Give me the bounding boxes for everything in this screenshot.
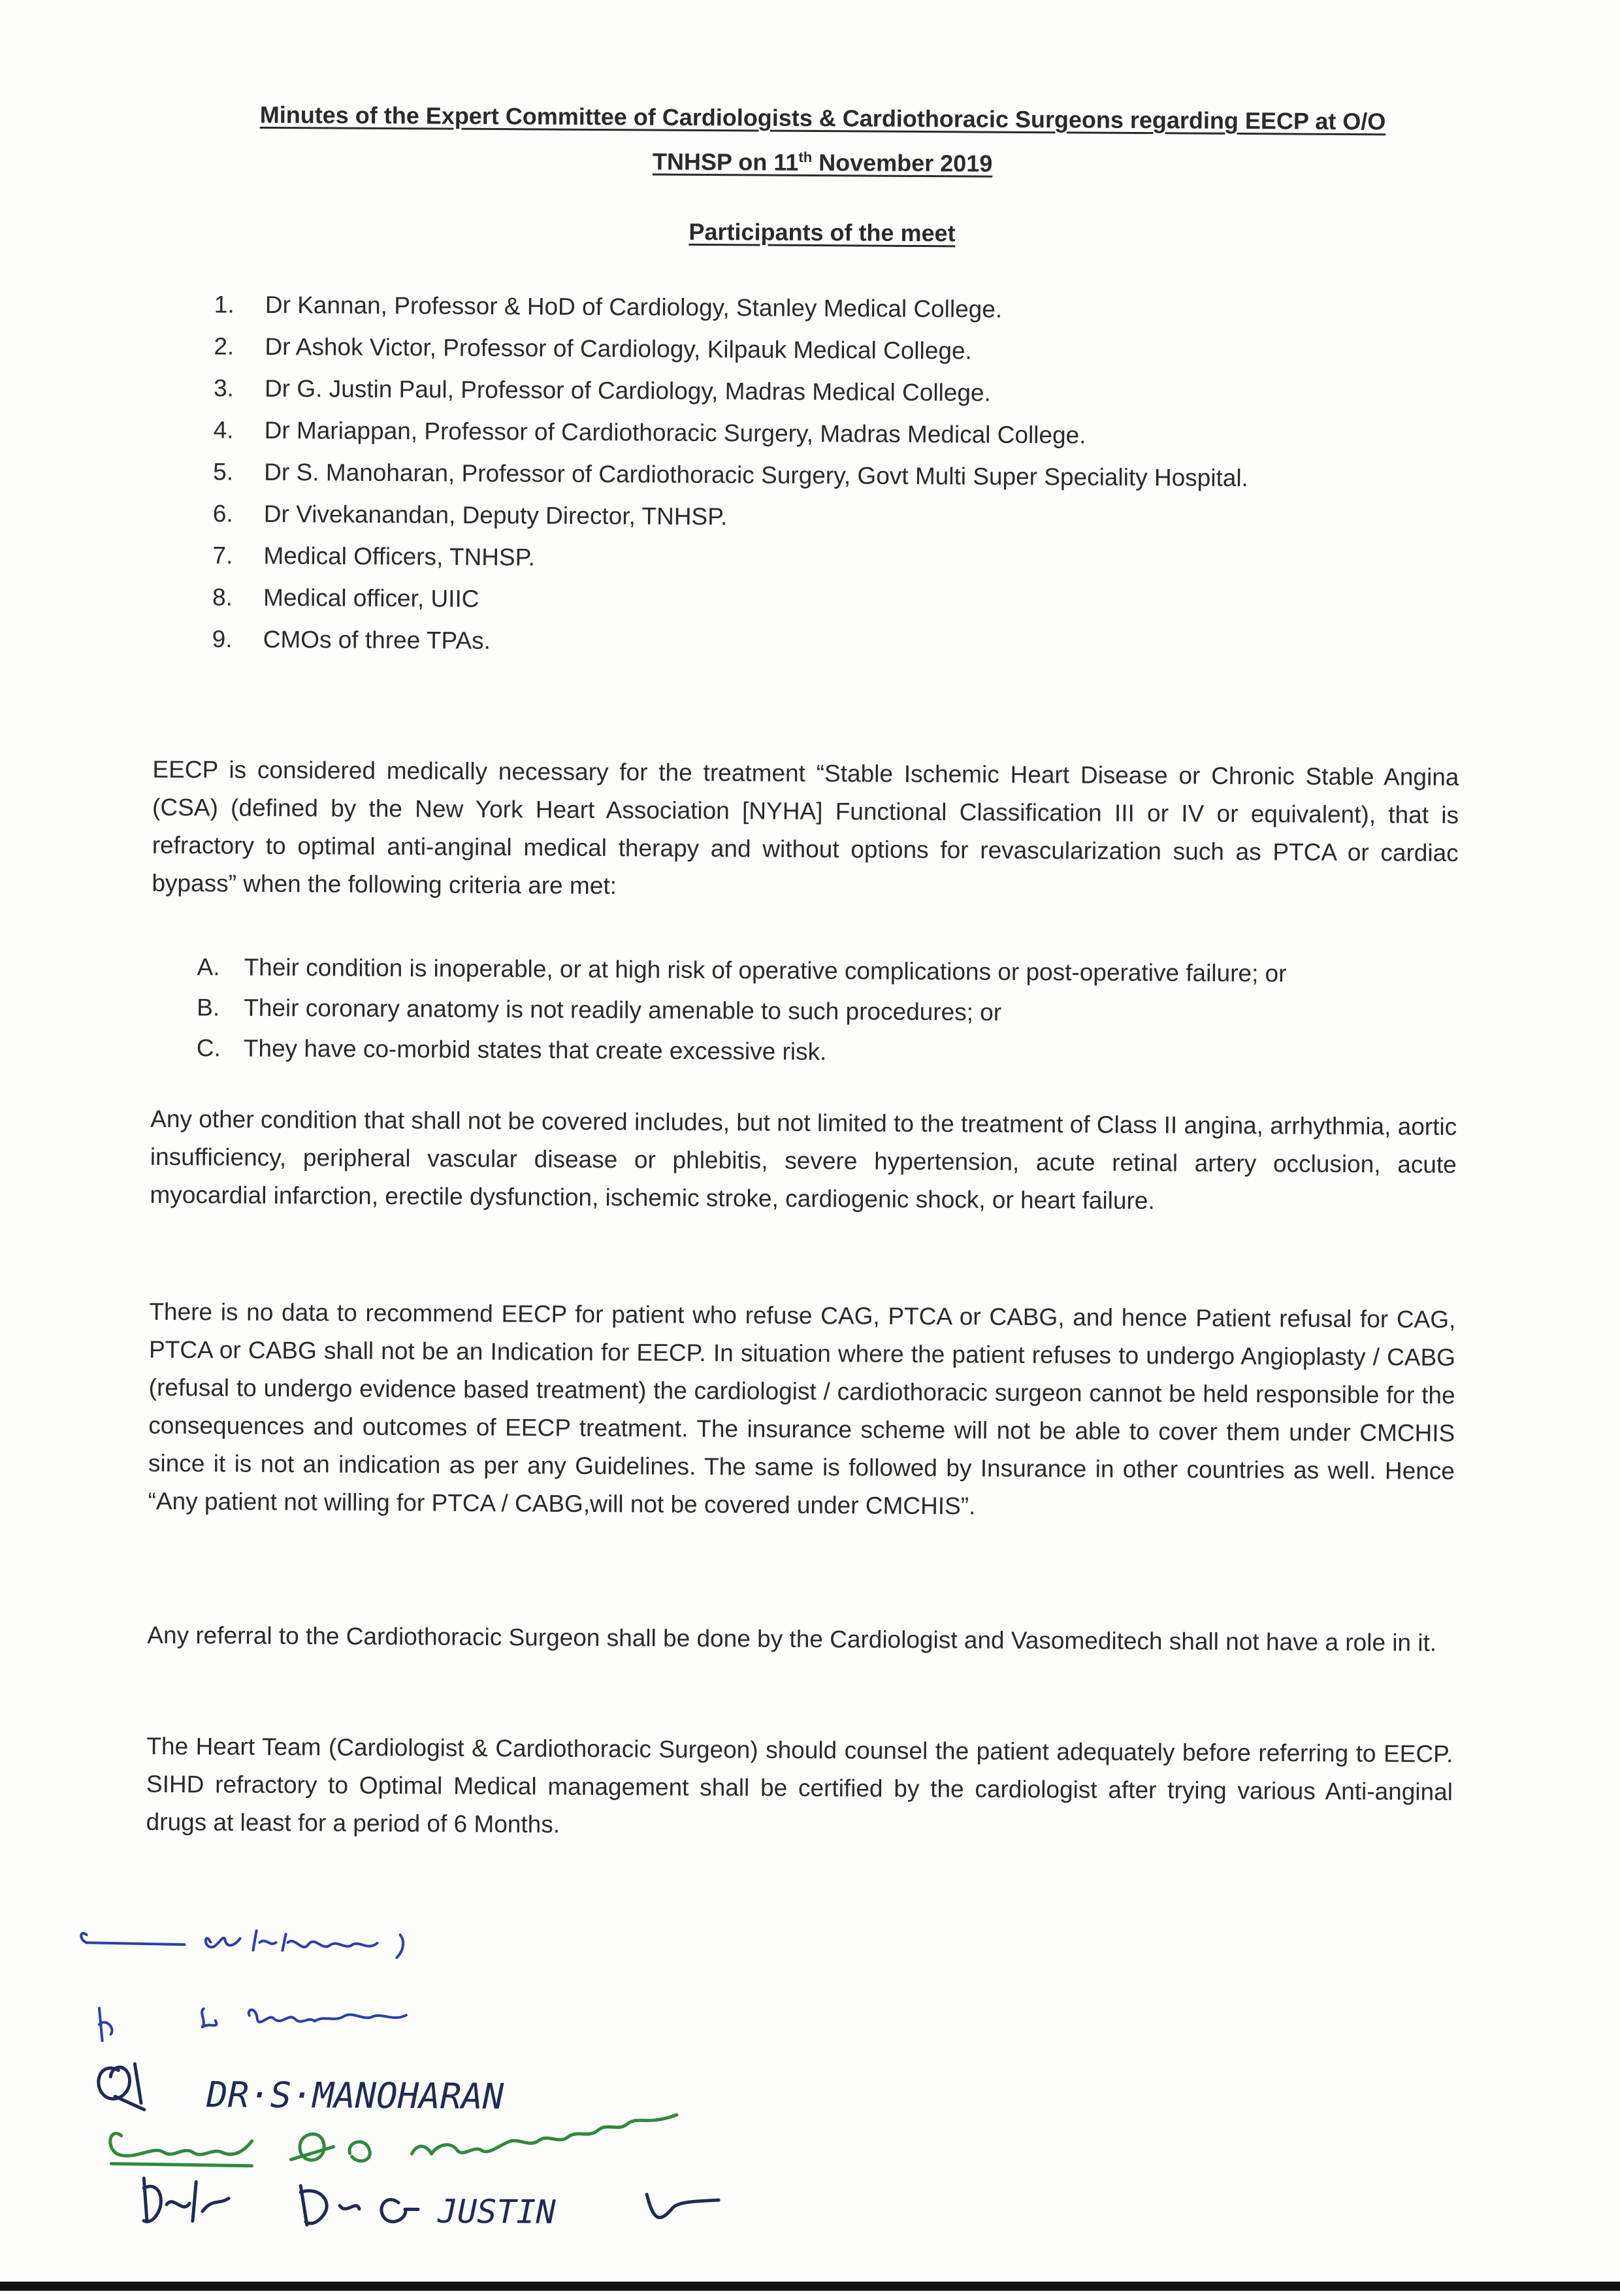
signature-3-lettering: DR·S·MANOHARAN xyxy=(206,2074,504,2118)
paragraph-refusal: There is no data to recommend EECP for patient who refuse CAG, PTCA or CABG, and hence Patient refusal for CAG, PTCA or CABG shall not be an Indication for EECP. In situation where the patient refuses to undergo Angioplasty / CABG (refusal to undergo evidence based treatment) the cardiologist / cardiothoracic surgeon cannot be held responsible for the consequences and outcomes of EECP treatment. The insurance scheme will not be able to cover them under CMCHIS since it is not an indication as per any Guidelines. The same is followed by Insurance in other countries as well. Hence “Any patient not willing for PTCA / CABG,will not be covered under CMCHIS”. xyxy=(148,1298,1456,1520)
paragraph-referral: Any referral to the Cardiothoracic Surgeon shall be done by the Cardiologist and Vasomeditech shall not have a role in it. xyxy=(147,1621,1437,1656)
paragraph-exclusions: Any other condition that shall not be covered includes, but not limited to the treatment of Class II angina, arrhythmia, aortic insufficiency, peripheral vascular disease or phlebitis, severe hypertension, acute retinal artery occlusion, acute myocardial infarction, erectile dysfunction, ischemic stroke, cardiogenic shock, or heart failure. xyxy=(150,1105,1457,1215)
list-item: 6. Dr Vivekanandan, Deputy Director, TNHSP. xyxy=(212,500,728,531)
list-item: 7. Medical Officers, TNHSP. xyxy=(212,542,535,571)
scan-edge xyxy=(0,2282,1620,2291)
document-title: Minutes of the Expert Committee of Cardiologists & Cardiothoracic Surgeons regarding EECP at O/O xyxy=(259,101,1386,135)
list-item: 2. Dr Ashok Victor, Professor of Cardiology, Kilpauk Medical College. xyxy=(214,333,972,365)
list-item: B. Their coronary anatomy is not readily amenable to such procedures; or xyxy=(197,994,1002,1026)
list-item: 8. Medical officer, UIIC xyxy=(212,583,479,612)
paragraph-heart-team: The Heart Team (Cardiologist & Cardiothoracic Surgeon) should counsel the patient adequately before referring to EECP. SIHD refractory to Optimal Medical management shall be certified by the cardiologist after trying various Anti-anginal drugs at least for a period of 6 Months. xyxy=(146,1732,1453,1838)
list-item: 1. Dr Kannan, Professor & HoD of Cardiology, Stanley Medical College. xyxy=(214,291,1003,323)
signature-3 xyxy=(99,2063,145,2109)
signature-5 xyxy=(144,2178,719,2227)
signature-4 xyxy=(110,2111,677,2168)
list-item: A. Their condition is inoperable, or at high risk of operative complications or post-operative failure; or xyxy=(197,953,1287,987)
signature-1 xyxy=(81,1929,403,1958)
list-item: C. They have co-morbid states that create excessive risk. xyxy=(196,1034,827,1066)
list-item: 5. Dr S. Manoharan, Professor of Cardiothoracic Surgery, Govt Multi Super Speciality Hospital. xyxy=(213,458,1249,492)
list-item: 3. Dr G. Justin Paul, Professor of Cardiology, Madras Medical College. xyxy=(213,374,991,406)
signature-5-lettering: JUSTIN xyxy=(437,2192,556,2231)
list-item: 4. Dr Mariappan, Professor of Cardiothoracic Surgery, Madras Medical College. xyxy=(213,416,1086,449)
signature-2 xyxy=(99,2008,406,2042)
participants-heading: Participants of the meet xyxy=(688,218,956,247)
list-item: 9. CMOs of three TPAs. xyxy=(212,625,491,654)
paragraph-eecp-indication: EECP is considered medically necessary for the treatment “Stable Ischemic Heart Disease or Chronic Stable Angina (CSA) (defined by the New York Heart Association [NYHA] Functional Classification III or IV or equivalent), that is refractory to optimal anti-anginal medical therapy and without options for revascularization such as PTCA or cardiac bypass” when the following criteria are met: xyxy=(152,755,1459,900)
document-title-line2: TNHSP on 11th November 2019 xyxy=(652,148,993,177)
